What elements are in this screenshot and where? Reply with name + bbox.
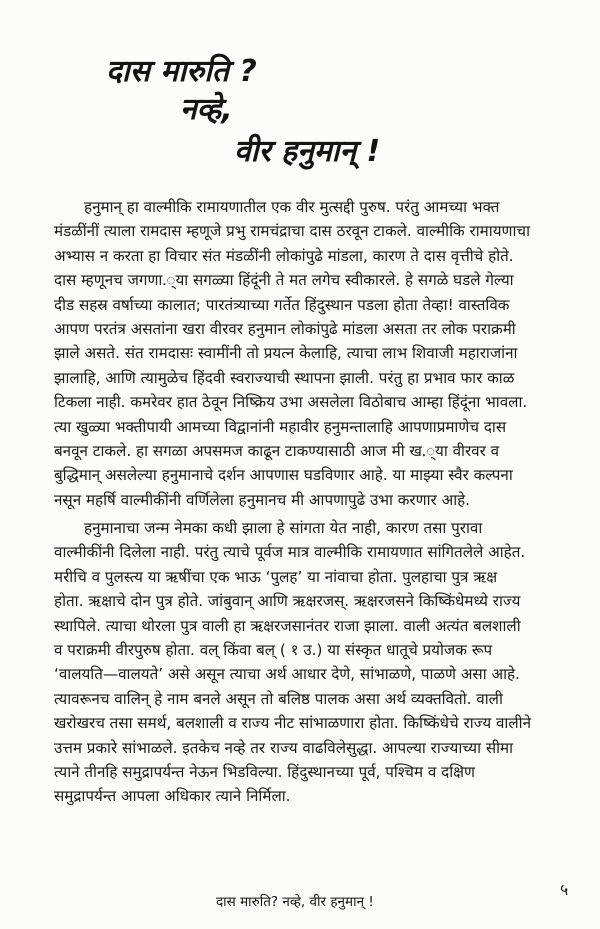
text-line: दीड सहस्र वर्षाच्या कालात; पारतंत्र्याच्या गर्तेत हिंदुस्थान पडला होता तेव्हा! वास्तविक [54, 295, 510, 314]
text-line: बुद्धिमान् असलेल्या हनुमानाचे दर्शन आपणास घडविणार आहे. या माझ्या स्वैर कल्पना [54, 466, 513, 485]
text-line: हनुमान् हा वाल्मीकि रामायणातील एक वीर मुत्सद्दी पुरुष. परंतु आमच्या भक्त [84, 198, 500, 216]
text-line: बनवून टाकले. हा सगळा अपसमज काढून टाकण्यासाठी आज मी ख.्या वीरवर व [54, 441, 500, 460]
title-line-3: वीर हनुमान् ! [234, 134, 381, 169]
text-line: टिकला नाही. कमरेवर हात ठेवून निष्क्रिय उभा असलेला विठोबाच आम्हा हिंदूंना भावला. [54, 393, 528, 412]
text-line: नसून महर्षि वाल्मीकींनी वर्णिलेला हनुमानच मी आपणापुढे उभा करणार आहे. [54, 490, 470, 509]
text-line: दास म्हणूनच जगणा.्या सगळ्या हिंदूंनी ते मत लगेच स्वीकारले. हे सगळे घडले गेल्या [54, 271, 514, 290]
text-line: खरोखरच तसा समर्थ, बलशाली व राज्य नीट सांभाळणारा होता. किष्किंधेचे राज्य वालीने [54, 714, 531, 733]
text-line: त्यावरूनच वालिन् हे नाम बनले असून तो बलिष्ठ पालक असा अर्थ व्यक्तवितो. वाली [54, 689, 503, 708]
text-line: स्थापिले. त्याचा थोरला पुत्र वाली हा ऋक्षरजसानंतर राजा झाला. वाली अत्यंत बलशाली [54, 616, 521, 635]
text-line: व पराक्रमी वीरपुरुष होता. वल् किंवा बल् ( १ उ.) या संस्कृत धातूचे प्रयोजक रूप [54, 641, 493, 660]
text-line: ‘वालयति—वालयते’ असे असून त्याचा अर्थ आधार देणे, सांभाळणे, पाळणे असा आहे. [54, 665, 520, 684]
text-line: समुद्रापर्यन्त आपला अधिकार त्याने निर्मिला. [54, 787, 291, 806]
text-line: त्या खुळ्या भक्तीपायी आमच्या विद्वानांनी महावीर हनुमन्तालाहि आपणाप्रमाणेच दास [54, 417, 507, 436]
running-title: दास मारुति? नव्हे, वीर हनुमान् ! [216, 894, 374, 910]
text-line: उत्तम प्रकारे सांभाळले. इतकेच नव्हे तर राज्य वाढविलेसुद्धा. आपल्या राज्याच्या सीमा [54, 738, 514, 757]
text-line: झाले असते. संत रामदासः स्वामींनी तो प्रयत्न केलाहि, त्याचा लाभ शिवाजी महाराजांना [54, 344, 518, 363]
text-line: त्याने तीनहि समुद्रापर्यन्त नेऊन भिडविल्या. हिंदुस्थानच्या पूर्व, पश्चिम व दक्षिण [54, 762, 476, 781]
page-number: ५ [560, 880, 569, 899]
text-line: मरीचि व पुलस्त्य या ऋषींचा एक भाऊ ‘पुलह’ या नांवाचा होता. पुलहाचा पुत्र ऋक्ष [54, 567, 498, 586]
text-line: मंडळींनीं त्याला रामदास म्हणूजे प्रभु रामचंद्राचा दास ठरवून टाकले. वाल्मीकि रामायणाचा [54, 222, 530, 241]
text-line: आपण परतंत्र असतांना खरा वीरवर हनुमान लोकांपुढे मांडला असता तर लोक पराक्रमी [54, 319, 516, 338]
text-line: होता. ऋक्षाचे दोन पुत्र होते. जांबुवान् आणि ऋक्षरजस्. ऋक्षरजसने किष्किंधेमध्ये राज्य [54, 592, 521, 611]
title-line-1: दास मारुति ? [106, 54, 257, 89]
page-footer [0, 880, 600, 914]
paragraph-2 [54, 516, 574, 809]
paragraph-1 [54, 195, 574, 512]
text-line: अभ्यास न करता हा विचार संत मंडळींनी लोकांपुढे मांडला, कारण ते दास वृत्तीचे होते. [54, 246, 514, 265]
text-line: झालाहि, आणि त्यामुळेच हिंदवी स्वराज्याची स्थापना झाली. परंतु हा प्रभाव फार काळ [54, 368, 515, 387]
text-line: वाल्मीकींनी दिलेला नाही. परंतु त्याचे पूर्वज मात्र वाल्मीकि रामायणात सांगितलेले आहेत. [54, 543, 526, 562]
title-line-2: नव्हे, [180, 92, 233, 127]
body-text [54, 195, 574, 809]
text-line: हनुमानाचा जन्म नेमका कधी झाला हे सांगता येत नाही, कारण तसा पुरावा [84, 519, 483, 538]
